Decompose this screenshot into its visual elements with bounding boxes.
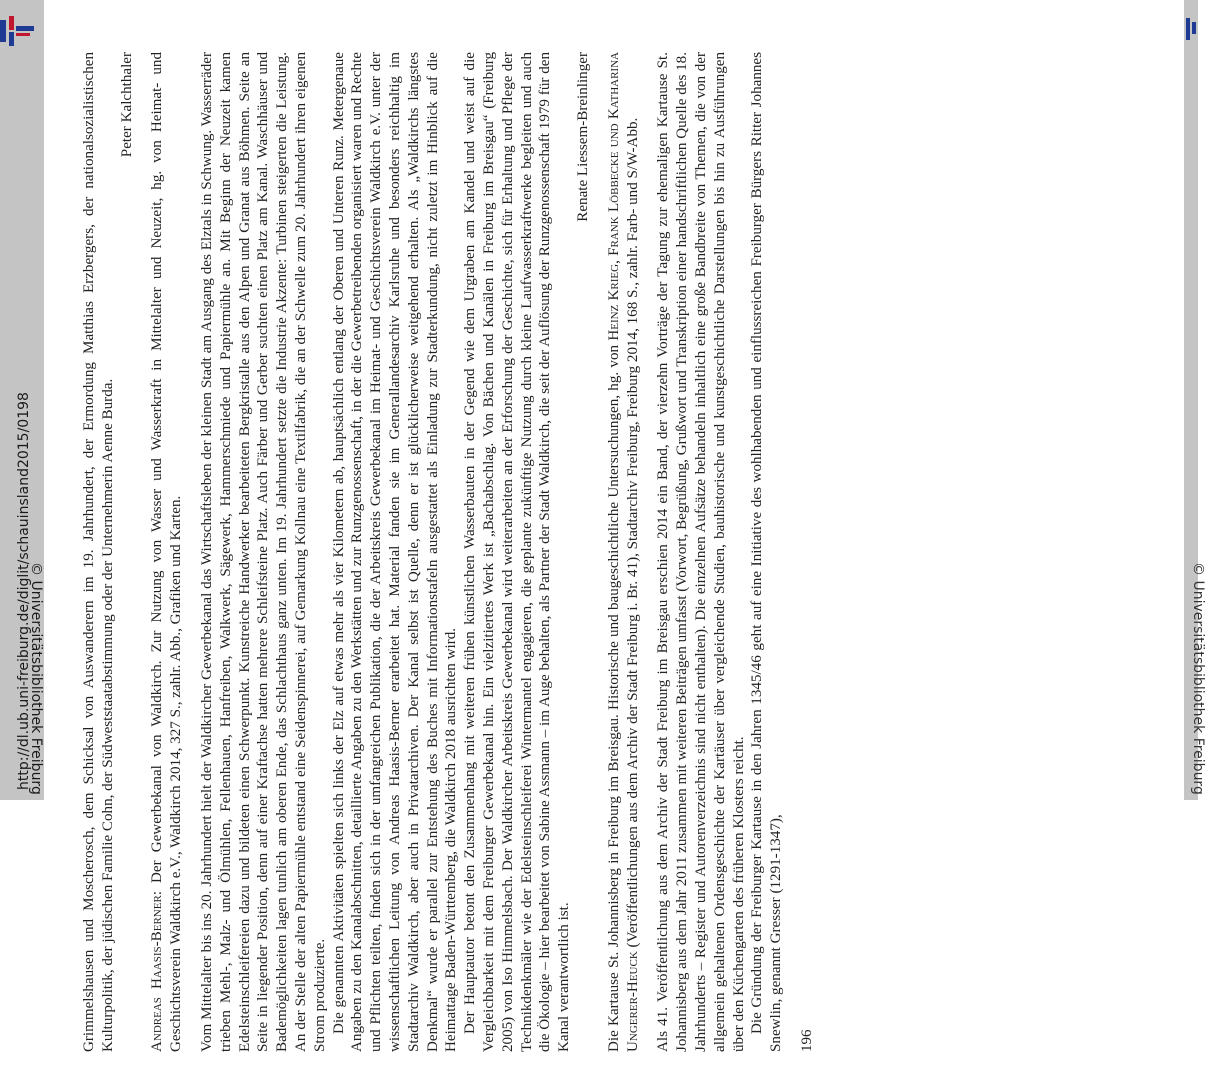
citation-details: (Veröffentlichungen aus dem Archiv der Stadt Freiburg i. Br. 41), Stadtarchiv Freiburg, Freiburg 2014, 168 S., zahlr. Farb- und S/W-Abb.	[624, 117, 641, 952]
viewer-right-sidebar	[1184, 0, 1206, 800]
page-text-column	[80, 52, 817, 1052]
source-url[interactable]: http://dl.ub.uni-freiburg.de/diglit/schauinsland2015/0198	[16, 392, 32, 790]
scanned-page-rotated	[80, 0, 817, 1092]
citation-editors: Heinz Krieg, Frank Löbbecke und Katharina Ungerer-Heuck	[605, 52, 641, 1052]
review-paragraph: Die genannten Aktivitäten spielten sich links der Elz auf etwas mehr als vier Kilometern ab, hauptsächlich entlang der Oberen und Unteren Runz. Metergenaue Angaben zu den Kanalabschnitten, detaillierte Angaben zu den Werkstätten und zur Runzgenossenschaft, in der die Gewerbetreibenden organisiert waren und Rechte und Pflichten teilten, finden sich in der umfangreichen Publikation, die der Arbeitskreis Gewerbekanal im Heimat- und Geschichtsverein Waldkirch e.V. unter der wissenschaftlichen Leitung von Andreas Haasis-Berner erarbeitet hat. Material fanden sie im Generallandesarchiv Karlsruhe und besonders reichhaltig im Stadtarchiv Waldkirch, aber auch in Privatarchiven. Der Kanal selbst ist Quelle, denn er ist glücklicherweise weitgehend erhalten. Als „Waldkirchs längstes Denkmal“ wurde er parallel zur Entstehung des Buches mit Informationstafeln ausgestattet als Einladung zur Stadterkundung, nicht zuletzt im Hinblick auf die Heimattage Baden-Württemberg, die Waldkirch 2018 ausrichten wird.	[330, 52, 460, 1052]
citation-author: Andreas Haasis-Berner	[149, 895, 166, 1052]
review-paragraph: Als 41. Veröffentlichung aus dem Archiv der Stadt Freiburg im Breisgau erschien 2014 ein Band, der vierzehn Vorträge der Tagung zur ehemaligen Kartause St. Johannisberg aus dem Jahr 2011 zusammen mit weiteren Beiträgen umfasst (Vorwort, Begrüßung, Grußwort und Transkription einer handschriftlichen Quelle des 18. Jahrhunderts – Register und Autorenverzeichnis sind nicht enthalten). Die einzelnen Aufsätze behandeln inhaltlich eine große Bandbreite von Themen, die von der allgemein gehaltenen Ordensgeschichte der Kartäuser über vergleichende Studien, bauhistorische und kunstgeschichtliche Darstellungen bis hin zu Ausführungen über den Küchengarten des früheren Klosters reicht.	[655, 52, 747, 1052]
ub-freiburg-logo-icon[interactable]	[0, 10, 36, 50]
spacer	[642, 52, 654, 1052]
reviewer-signature: Peter Kalchthaler	[118, 52, 135, 158]
review-paragraph: Vom Mittelalter bis ins 20. Jahrhundert hielt der Waldkircher Gewerbekanal das Wirtschaftsleben der kleinen Stadt am Ausgang des Elztals in Schwung. Wasserräder trieben Mehl-, Malz- und Ölmühlen, Fellenhauen, Hanfreiben, Walkwerk, Sägewerk, Hammerschmiede und Papiermühle an. Mit Beginn der Neuzeit kamen Edelsteinschleifereien dazu und bildeten einen Schwerpunkt. Kunstreiche Handwerker bearbeiteten Bergkristalle aus den Alpen und Granat aus Böhmen. Seite an Seite in liegender Position, denn auf einer Kraftachse hatten mehrere Schleifsteine Platz. Auch Färber und Gerber suchten einen Platz am Kanal. Waschhäuser und Bademöglichkeiten lagen tunlich am oberen Ende, das Schlachthaus ganz unten. Im 19. Jahrhundert setzte die Industrie Akzente: Turbinen steigerten die Leistung. An der Stelle der alten Papiermühle entstand eine Seidenspinnerei, auf Gemarkung Kollnau eine Textilfabrik, die an der Schwelle zum 20. Jahrhundert ihren eigenen Strom produzierte.	[198, 52, 328, 1052]
review-paragraph: Grimmelshausen und Moscherosch, dem Schicksal von Auswanderern im 19. Jahrhundert, der Ermordung Matthias Erzbergers, der nationalsozialistischen Kulturpolitik, der jüdischen Familie Cohn, der Südweststaatabstimmung oder der Unternehmerin Aenne Burda.	[81, 52, 116, 1052]
citation-details: : Der Gewerbekanal von Waldkirch. Zur Nutzung von Wasser und Wasserkraft in Mittelalter und Neuzeit, hg. von Heimat- und Geschichtsverein Waldkirch e.V., Waldkirch 2014, 327 S., zahlr. Abb., Grafiken und Karten.	[149, 52, 185, 1052]
spacer	[786, 52, 798, 1052]
review-paragraph: Der Hauptautor betont den Zusammenhang mit weiteren frühen künstlichen Wasserbauten in der Gegend wie dem Urgraben am Kandel und weist auf die Vergleichbarkeit mit dem Freiburger Gewerbekanal hin. Ein vielzitiertes Werk ist „Bachabschlag. Von Bächen und Kanälen in Freiburg im Breisgau“ (Freiburg 2005) von Iso Himmelsbach. Der Waldkircher Arbeitskreis Gewerbekanal wird weiterarbeiten an der Erforschung der Geschichte, sich für Erhaltung und Pflege der Technikdenkmäler wie der Edelsteinschleiferei Wintermantel engagieren, die geplante zukünftige Nutzung durch kleine Laufwasserkraftwerke begleiten und auch die Ökologie – hier bearbeitet von Sabine Assmann – im Auge behalten, als Partner der Stadt Waldkirch, die seit der Auflösung der Runzgenossenschaft 1979 für den Kanal verantwortlich ist.	[462, 52, 573, 1052]
ub-freiburg-logo-fragment-icon	[1186, 18, 1196, 40]
page-number: 196	[798, 1029, 815, 1052]
spacer	[186, 52, 198, 1052]
viewer-left-sidebar	[0, 0, 44, 800]
book-citation	[148, 52, 186, 1052]
reviewer-signature: Renate Liessem-Breinlinger	[574, 52, 591, 222]
citation-title: Die Kartause St. Johannisberg in Freiburg im Breisgau. Historische und baugeschichtliche Untersuchungen, hg. von	[605, 340, 622, 1052]
book-citation	[605, 52, 643, 1052]
copyright-notice-mirrored: © Universitätsbibliothek Freiburg	[1190, 562, 1206, 795]
review-paragraph: Die Gründung der Freiburger Kartause in den Jahren 1345/46 geht auf eine Initiative des wohlhabenden und einflussreichen Freiburger Bürgers Ritter Johannes Snewlin, genannt Gresser (1291-1347),	[749, 52, 785, 1052]
copyright-notice: © Universitätsbibliothek Freiburg	[28, 562, 44, 795]
